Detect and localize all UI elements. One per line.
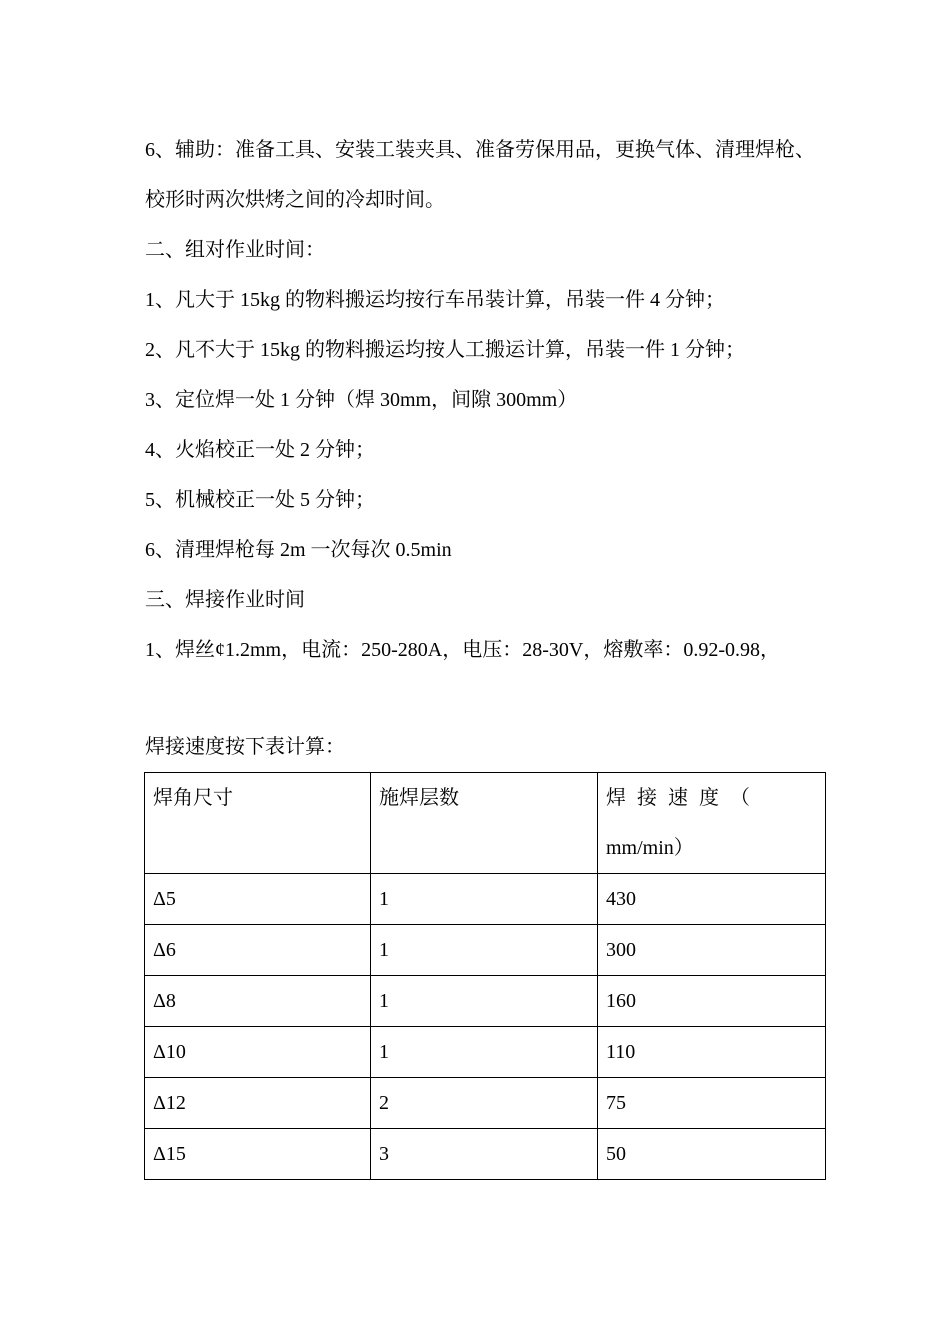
cell-weld-layers: 1 bbox=[371, 976, 598, 1027]
cell-weld-speed: 75 bbox=[598, 1078, 826, 1129]
cell-fillet-size: Δ15 bbox=[145, 1129, 371, 1180]
paragraph-auxiliary: 6、辅助：准备工具、安装工装夹具、准备劳保用品，更换气体、清理焊枪、校形时两次烘烤之间的冷却时间。 bbox=[145, 139, 815, 211]
section-heading-welding-time: 三、焊接作业时间 bbox=[145, 589, 305, 611]
cell-weld-speed: 50 bbox=[598, 1129, 826, 1180]
cell-fillet-size: Δ12 bbox=[145, 1078, 371, 1129]
cell-fillet-size: Δ10 bbox=[145, 1027, 371, 1078]
table-row bbox=[145, 925, 826, 976]
table-row bbox=[145, 976, 826, 1027]
table-row bbox=[145, 1129, 826, 1180]
paragraph-flame-correction: 4、火焰校正一处 2 分钟； bbox=[145, 439, 375, 461]
header-weld-speed: 焊 接 速 度 （ mm/min） bbox=[598, 773, 826, 874]
cell-fillet-size: Δ5 bbox=[145, 874, 371, 925]
table-row bbox=[145, 1078, 826, 1129]
paragraph-clean-torch: 6、清理焊枪每 2m 一次每次 0.5min bbox=[145, 539, 452, 561]
cell-weld-speed: 300 bbox=[598, 925, 826, 976]
cell-weld-layers: 3 bbox=[371, 1129, 598, 1180]
paragraph-table-intro: 焊接速度按下表计算： bbox=[145, 736, 345, 758]
cell-weld-speed: 430 bbox=[598, 874, 826, 925]
paragraph-mechanical-correction: 5、机械校正一处 5 分钟； bbox=[145, 489, 375, 511]
table-row bbox=[145, 1027, 826, 1078]
header-weld-layers: 施焊层数 bbox=[371, 773, 598, 874]
paragraph-crane-lifting: 1、凡大于 15kg 的物料搬运均按行车吊装计算，吊装一件 4 分钟； bbox=[145, 289, 725, 311]
cell-weld-speed: 110 bbox=[598, 1027, 826, 1078]
cell-weld-layers: 1 bbox=[371, 1027, 598, 1078]
cell-weld-layers: 1 bbox=[371, 925, 598, 976]
header-fillet-size: 焊角尺寸 bbox=[145, 773, 371, 874]
welding-speed-table bbox=[144, 772, 826, 1180]
cell-weld-layers: 1 bbox=[371, 874, 598, 925]
table-header-row bbox=[145, 773, 826, 874]
paragraph-manual-handling: 2、凡不大于 15kg 的物料搬运均按人工搬运计算，吊装一件 1 分钟； bbox=[145, 339, 745, 361]
table-row bbox=[145, 874, 826, 925]
cell-fillet-size: Δ8 bbox=[145, 976, 371, 1027]
cell-fillet-size: Δ6 bbox=[145, 925, 371, 976]
cell-weld-speed: 160 bbox=[598, 976, 826, 1027]
cell-weld-layers: 2 bbox=[371, 1078, 598, 1129]
paragraph-tack-weld: 3、定位焊一处 1 分钟（焊 30mm，间隙 300mm） bbox=[145, 389, 578, 411]
paragraph-welding-params: 1、焊丝¢1.2mm，电流：250-280A，电压：28-30V，熔敷率：0.92-0.98， bbox=[145, 639, 780, 661]
section-heading-assembly-time: 二、组对作业时间： bbox=[145, 239, 325, 261]
